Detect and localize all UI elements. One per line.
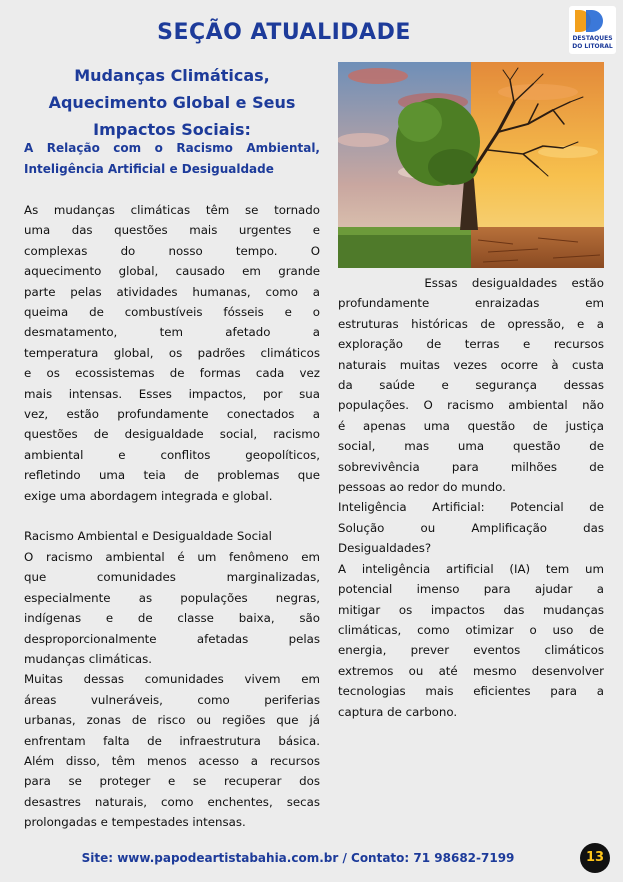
paragraph-line: Além disso, têm menos acesso a recursos	[24, 753, 320, 768]
article-title-line: Impactos Sociais:	[93, 120, 251, 139]
paragraph-line: vez, estão profundamente conectados a	[24, 407, 320, 422]
paragraph-line: prolongadas e tempestades intensas.	[24, 815, 246, 830]
paragraph-line: da saúde e segurança dessas	[338, 378, 604, 393]
paragraph-line: estruturas históricas de opressão, e a	[338, 316, 604, 331]
section-heading: Racismo Ambiental e Desigualdade Social	[24, 529, 272, 544]
article-subtitle	[24, 138, 320, 180]
article-subtitle-line: A Relação com o Racismo Ambiental,	[24, 141, 320, 155]
footer-contact: Site: www.papodeartistabahia.com.br / Contato: 71 98682-7199	[81, 851, 515, 865]
paragraph-line: naturais muitas vezes ocorre à custa	[338, 357, 604, 372]
paragraph-line: A inteligência artificial (IA) tem um	[338, 561, 604, 576]
paragraph-line: tecnologias mais eficientes para a	[338, 684, 604, 699]
logo-text: DO LITORAL	[572, 43, 613, 50]
paragraph-line: As mudanças climáticas têm se tornado	[24, 203, 320, 217]
paragraph-line: parte pelas atividades humanas, como a	[24, 284, 320, 299]
paragraph-line: mais intensas. Esses impactos, por sua	[24, 386, 320, 401]
climate-tree-image	[338, 62, 604, 268]
section-heading: Inteligência Artificial: Potencial de	[338, 500, 604, 515]
paragraph-line: populações. O racismo ambiental não	[338, 398, 604, 413]
article-title-line: Mudanças Climáticas,	[74, 66, 270, 85]
article-left-column	[24, 200, 320, 833]
paragraph-line: energia, prever eventos climáticos	[338, 643, 604, 658]
page-number: 13	[580, 843, 610, 873]
paragraph-line: social, mas uma questão de	[338, 439, 604, 454]
paragraph-line: refletindo uma teia de problemas que	[24, 468, 320, 483]
paragraph-line: climáticas, como otimizar o uso de	[338, 622, 604, 637]
paragraph-line: exploração de terras e recursos	[338, 337, 604, 352]
paragraph-line: complexas do nosso tempo. O	[24, 243, 320, 258]
paragraph-line: questões de desigualdade social, racismo	[24, 427, 320, 442]
paragraph-line: desastres naturais, como enchentes, secas	[24, 794, 320, 809]
logo-text: DESTAQUES	[572, 35, 613, 42]
paragraph-line: Essas desigualdades estão	[338, 276, 604, 290]
paragraph-line: desmatamento, tem afetado a	[24, 325, 320, 340]
paragraph-line: captura de carbono.	[338, 704, 458, 719]
paragraph-gap	[24, 506, 320, 526]
article-title-line: Aquecimento Global e Seus	[48, 93, 296, 112]
paragraph-line: O racismo ambiental é um fenômeno em	[24, 549, 320, 564]
brand-logo	[569, 6, 616, 54]
paragraph-line: urbanas, zonas de risco ou regiões que já	[24, 713, 320, 728]
paragraph-line: ambiental e conflitos geopolíticos,	[24, 447, 320, 462]
paragraph-line: sobrevivência para milhões de	[338, 459, 604, 474]
paragraph-line: queima de combustíveis fósseis e o	[24, 305, 320, 320]
section-heading: Solução ou Amplificação das	[338, 520, 604, 535]
section-heading: Desigualdades?	[338, 541, 432, 556]
article-title	[24, 62, 320, 143]
paragraph-line: uma das questões mais urgentes e	[24, 223, 320, 238]
paragraph-line: que comunidades marginalizadas,	[24, 570, 320, 585]
paragraph-line: potencial imenso para ajudar a	[338, 582, 604, 597]
paragraph-line: desproporcionalmente afetadas pelas	[24, 631, 320, 646]
paragraph-line: aquecimento global, causado em grande	[24, 264, 320, 279]
paragraph-line: temperatura global, os padrões climáticos	[24, 345, 320, 360]
page-title: SEÇÃO ATUALIDADE	[157, 20, 411, 45]
paragraph-line: profundamente enraizadas em	[338, 296, 604, 311]
paragraph-line: enfrentam falta de infraestrutura básica.	[24, 733, 320, 748]
paragraph-line: é apenas uma questão de justiça	[338, 418, 604, 433]
logo-letter-shape	[586, 10, 603, 32]
paragraph-line: e os ecossistemas de formas cada vez	[24, 366, 320, 381]
article-right-column	[338, 273, 604, 722]
paragraph-line: mudanças climáticas.	[24, 651, 153, 666]
paragraph-line: pessoas ao redor do mundo.	[338, 480, 506, 495]
paragraph-line: Muitas dessas comunidades vivem em	[24, 672, 320, 687]
paragraph-line: para se proteger e se recuperar dos	[24, 774, 320, 789]
paragraph-line: exige uma abordagem integrada e global.	[24, 488, 273, 503]
paragraph-line: especialmente as populações negras,	[24, 590, 320, 605]
paragraph-line: mitigar os impactos das mudanças	[338, 602, 604, 617]
paragraph-line: extremos ou até mesmo desenvolver	[338, 663, 604, 678]
paragraph-line: indígenas e de classe baixa, são	[24, 611, 320, 626]
paragraph-line: áreas vulneráveis, como periferias	[24, 692, 320, 707]
article-subtitle-line: Inteligência Artificial e Desigualdade	[24, 162, 274, 176]
